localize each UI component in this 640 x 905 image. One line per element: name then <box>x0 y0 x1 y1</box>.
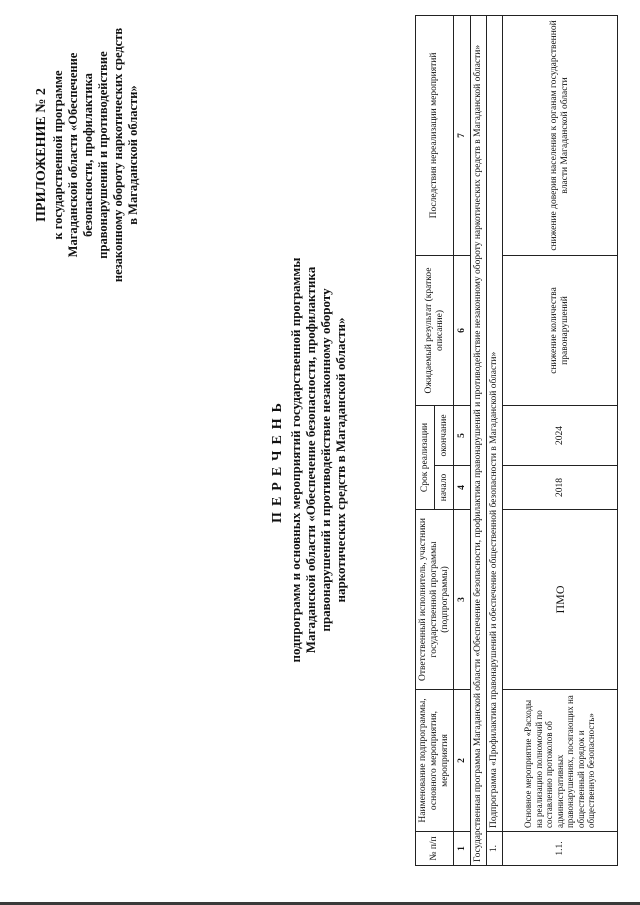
row-num: 1.1. <box>503 832 618 866</box>
column-number: 7 <box>454 15 471 255</box>
table-header-row <box>416 15 435 865</box>
row-consequences: снижение доверия населения к органам государственной власти Магаданской области <box>503 15 618 255</box>
document-title <box>270 170 348 750</box>
header-start: начало <box>435 466 454 510</box>
program-row <box>471 15 487 865</box>
header-result: Ожидаемый результат (краткое описание) <box>416 255 454 405</box>
column-number: 2 <box>454 690 471 832</box>
measures-table <box>415 15 618 866</box>
row-result: снижение количества правонарушений <box>503 255 618 405</box>
subprogram-num: 1. <box>487 832 503 866</box>
appendix-line: Магаданской области «Обеспечение <box>66 52 80 258</box>
appendix-line: незаконному обороту наркотических средств <box>111 27 125 283</box>
row-name: Основное мероприятие «Расходы на реализацию полномочий по составлению протоколов об административных правонарушениях, посягающих на общественный порядок и общественную безопасность» <box>503 690 618 832</box>
column-number: 4 <box>454 466 471 510</box>
column-number: 1 <box>454 832 471 866</box>
table-row <box>503 15 618 865</box>
subprogram-row <box>487 15 503 865</box>
appendix-line: безопасности, профилактика <box>81 73 95 237</box>
column-number: 6 <box>454 255 471 405</box>
header-name: Наименование подпрограммы, основного мероприятия, мероприятия <box>416 690 454 832</box>
column-number: 3 <box>454 510 471 690</box>
subprogram-title: Подпрограмма «Профилактика правонарушений и обеспечение общественной безопасности в Магаданской области» <box>487 15 503 831</box>
title-line: наркотических средств в Магаданской области» <box>333 317 348 603</box>
rotated-document-page <box>20 0 620 880</box>
appendix-line: в Магаданской области» <box>126 85 140 225</box>
title-main: ПЕРЕЧЕНЬ <box>270 397 285 523</box>
header-num: № п/п <box>416 832 454 866</box>
column-number: 5 <box>454 405 471 465</box>
title-line: правонарушений и противодействие незаконному обороту <box>318 288 333 632</box>
title-line: Магаданской области «Обеспечение безопасности, профилактика <box>303 266 318 654</box>
column-number-row <box>454 15 471 865</box>
program-title: Государственная программа Магаданской области «Обеспечение безопасности, профилактика правонарушений и противодействие незаконному обороту наркотических средств в Магаданской области» <box>471 15 487 865</box>
appendix-heading: ПРИЛОЖЕНИЕ № 2 <box>34 88 49 222</box>
title-line: подпрограмм и основных мероприятий государственной программы <box>288 257 303 663</box>
header-consequences: Последствия нереализации мероприятий <box>416 15 454 255</box>
header-executor: Ответственный исполнитель, участники государственной программы (подпрограммы) <box>416 510 454 690</box>
header-term: Срок реализации <box>416 405 435 509</box>
row-executor: ПМО <box>503 510 618 690</box>
header-end: окончание <box>435 405 454 465</box>
row-end: 2024 <box>503 405 618 465</box>
appendix-line: правонарушений и противодействие <box>96 51 110 259</box>
appendix-block <box>34 5 141 305</box>
row-start: 2018 <box>503 466 618 510</box>
appendix-line: к государственной программе <box>51 70 65 240</box>
